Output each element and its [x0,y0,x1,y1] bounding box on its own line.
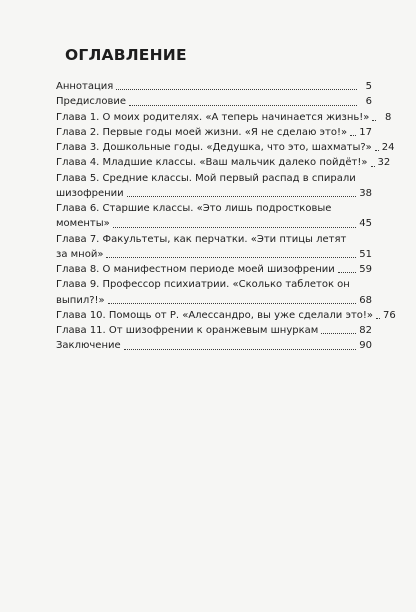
entry-page-number: 51 [359,248,372,260]
entry-page-number: 59 [359,264,372,275]
dot-leader [113,226,357,228]
entry-title: Глава 8. О манифестном периоде моей шизофрении [56,264,335,275]
entry-title: шизофрении [56,187,124,199]
toc-entry [56,155,391,170]
dot-leader [129,104,357,106]
dot-leader [106,256,356,258]
entry-page-number: 8 [385,111,392,123]
toc-entry [56,308,396,323]
entry-page-number: 38 [359,187,372,199]
entry-page-number: 24 [381,142,395,153]
page-title: ОГЛАВЛЕНИЕ [65,46,187,64]
dot-leader [350,134,356,136]
toc-entry [56,110,392,125]
entry-title: Глава 1. О моих родителях. «А теперь начинается жизнь!» [56,111,370,123]
entry-title: Предисловие [56,96,126,108]
toc-entry [56,171,372,202]
dot-leader [108,302,357,304]
entry-page-number: 32 [377,157,391,169]
entry-title: Глава 10. Помощь от Р. «Алессандро, вы уже сделали это!» [56,309,374,321]
entry-title-line: Глава 5. Средние классы. Мой первый распад в спирали [56,172,356,184]
entry-page-number: 5 [365,81,372,92]
entry-title: Глава 4. Младшие классы. «Ваш мальчик далеко пойдёт!» [56,157,368,169]
dot-leader [376,317,380,319]
entry-title: за мной» [56,248,104,260]
entry-title: моменты» [56,218,110,230]
entry-page-number: 76 [383,309,396,321]
entry-page-number: 45 [359,218,372,230]
dot-leader [116,88,357,90]
entry-title: Аннотация [56,81,114,92]
entry-page-number: 6 [365,96,372,108]
dot-leader [338,271,357,273]
entry-title-line: Глава 9. Профессор психиатрии. «Сколько таблеток он [56,279,350,291]
entry-title: Глава 3. Дошкольные годы. «Дедушка, что это, шахматы?» [56,142,372,153]
toc-entry [56,140,395,155]
dot-leader [375,149,379,151]
entry-page-number: 90 [359,340,372,352]
toc-entry [56,277,372,308]
entry-page-number: 82 [359,325,372,336]
table-of-contents [56,79,396,354]
toc-entry [56,201,372,232]
toc-entry [56,125,372,140]
toc-entry [56,94,372,109]
entry-title: выпил?!» [56,294,105,306]
entry-page-number: 17 [359,126,372,138]
dot-leader [124,348,357,350]
entry-title: Глава 11. От шизофрении к оранжевым шнуркам [56,325,319,336]
entry-page-number: 68 [359,294,372,306]
entry-title: Глава 2. Первые годы моей жизни. «Я не сделаю это!» [56,126,348,138]
entry-title-line: Глава 6. Старшие классы. «Это лишь подростковые [56,203,332,214]
entry-title-line: Глава 7. Факультеты, как перчатки. «Эти птицы летят [56,233,347,245]
dot-leader [371,165,375,167]
toc-entry [56,232,372,263]
dot-leader [127,195,357,197]
dot-leader [372,119,376,121]
toc-entry [56,338,372,353]
toc-entry [56,323,372,338]
toc-entry [56,79,372,94]
entry-title: Заключение [56,340,121,352]
toc-entry [56,262,372,277]
dot-leader [321,332,356,334]
